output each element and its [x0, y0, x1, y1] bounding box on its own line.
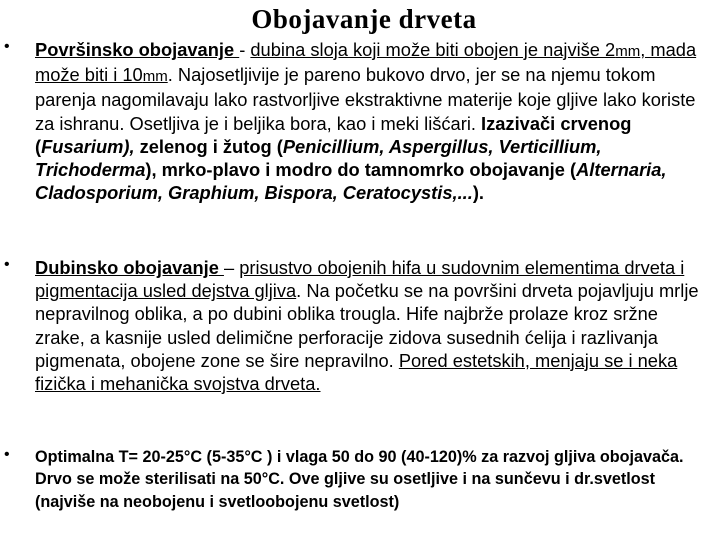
genus-red: Fusarium),: [41, 135, 135, 157]
bullet-text: [35, 38, 719, 204]
cause-intro: Izazivači crvenog (: [35, 112, 632, 157]
brown-text: ), mrko-plavo i modro do tamnomrko obojavanje (: [145, 159, 577, 181]
bullet-text: [35, 256, 709, 395]
bullet-icon: •: [4, 446, 10, 463]
period: .: [167, 64, 173, 86]
slide-title: Obojavanje drveta: [251, 4, 477, 34]
genera-green-yellow: Penicillium, Aspergillus, Verticillium, Trichoderma: [35, 135, 602, 181]
green-yellow-text: zelenog i žutog (: [134, 135, 283, 157]
body-text: Najosetljivije je pareno bukovo drvo, jer se na njemu tokom parenja nagomilavaju lako rastvorljive ekstraktivne materije koje gljive lako koriste za ishranu. Osetljiva je i beljika bora, kao i meki lišćari.: [35, 64, 696, 134]
separator: -: [239, 39, 251, 60]
bullet-icon: •: [4, 256, 10, 273]
definition-text: , mada može biti i 10: [35, 39, 697, 86]
definition-text: dubina sloja koji može biti obojen je najviše 2: [250, 39, 616, 60]
dash: –: [223, 257, 240, 278]
bullet-text: Optimalna T= 20-25°C (5-35°C ) i vlaga 50 do 90 (40-120)% za razvoj gljiva obojavača. Drvo se može sterilisati na 50°C. Ove gljive su osetljive i na sunčevu i dr.svetlost (najviše na neobojenu i svetloobojenu svetlost): [35, 448, 684, 511]
unit-mm: mm: [615, 43, 641, 60]
close-paren: ).: [472, 182, 485, 204]
bullet-icon: •: [4, 38, 10, 55]
body-text: . Na početku se na površini drveta pojavljuju mrlje nepravilnog oblika, a po dubini oblika trougla. Hife najbrže prolaze kroz sržne zrake, a kasnije usled delimične perforacije zidova susednih ćelija i razlivanja pigmenata, obojene zone se šire nepravilno.: [35, 280, 699, 371]
underlined-conclusion: Pored estetskih, menjaju se i neka fizička i mehanička svojstva drveta.: [35, 349, 678, 395]
term-surface-staining: Površinsko obojavanje: [35, 39, 240, 60]
term-deep-staining: Dubinsko obojavanje: [35, 257, 224, 278]
genera-brown: Alternaria, Cladosporium, Graphium, Bispora, Ceratocystis,...: [35, 159, 667, 204]
unit-mm: mm: [142, 68, 168, 86]
definition-text: prisustvo obojenih hifa u sudovnim elementima drveta i pigmentacija usled dejstva gljiva: [35, 257, 685, 302]
